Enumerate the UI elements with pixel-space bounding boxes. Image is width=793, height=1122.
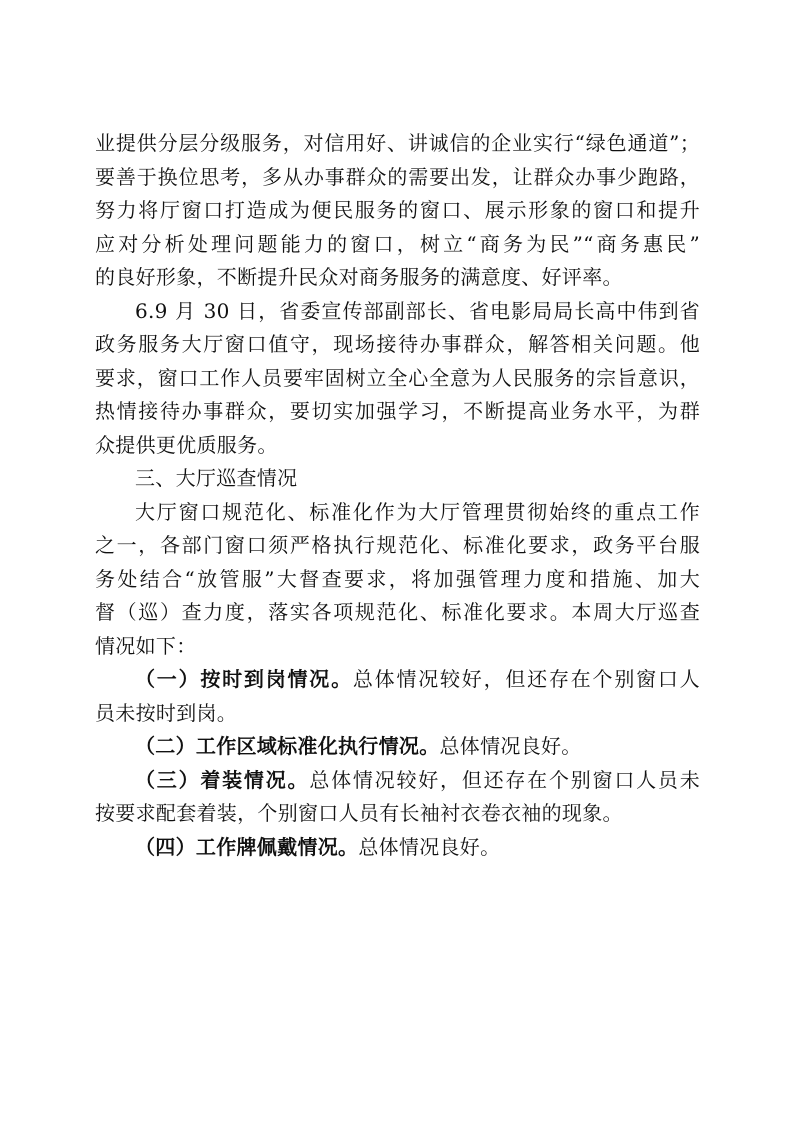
paragraph-item-6	[95, 295, 700, 463]
subitem-text: 总体情况较好，但还存在个别窗口人员未	[309, 767, 700, 792]
text-line: 政务服务大厅窗口值守，现场接待办事群众，解答相关问题。他	[95, 332, 700, 356]
subitem-title: （二）工作区域标准化执行情况。	[135, 734, 440, 758]
text-line	[95, 663, 700, 697]
subitem-title: （三）着装情况。	[135, 767, 310, 792]
subitem-text: 总体情况良好。	[358, 834, 501, 859]
text-line	[95, 730, 700, 764]
text-line: 要求，窗口工作人员要牢固树立全心全意为人民服务的宗旨意识，	[95, 365, 700, 390]
text-line: 要善于换位思考，多从办事群众的需要出发，让群众办事少跑路，	[95, 164, 700, 189]
text-line: 众提供更优质服务。	[95, 432, 278, 457]
text-line: 6.9 月 30 日，省委宣传部副部长、省电影局局长高中伟到省	[135, 298, 700, 323]
text-line: 业提供分层分级服务，对信用好、讲诚信的企业实行“绿色通道”；	[95, 131, 700, 155]
text-line: 热情接待办事群众，要切实加强学习，不断提高业务水平，为群	[95, 399, 700, 423]
text-line: 之一，各部门窗口须严格执行规范化、标准化要求，政务平台服	[95, 533, 700, 557]
text-line	[95, 764, 700, 798]
text-line: 员未按时到岗。	[95, 700, 238, 725]
subitem-text: 总体情况良好。	[439, 734, 582, 758]
text-line: 的良好形象，不断提升民众对商务服务的满意度、好评率。	[95, 265, 623, 289]
subitem-text: 总体情况较好，但还存在个别窗口人	[352, 667, 700, 691]
document-body	[95, 127, 700, 864]
subitem-1	[95, 663, 700, 730]
text-line: 应对分析处理问题能力的窗口，树立“商务为民”“商务惠民”	[95, 231, 700, 256]
paragraph-inspection	[95, 496, 700, 664]
subitem-title: （四）工作牌佩戴情况。	[135, 834, 359, 859]
text-line	[95, 831, 700, 865]
subitem-3	[95, 764, 700, 831]
text-line: 按要求配套着装，个别窗口人员有长袖衬衣卷衣袖的现象。	[95, 801, 623, 825]
text-line: 务处结合“放管服”大督查要求，将加强管理力度和措施、加大	[95, 566, 700, 591]
subitem-title: （一）按时到岗情况。	[135, 667, 353, 691]
subitem-2	[95, 730, 700, 764]
section-heading: 三、大厅巡查情况	[135, 466, 298, 490]
text-line: 大厅窗口规范化、标准化作为大厅管理贯彻始终的重点工作	[135, 499, 700, 524]
text-line: 努力将厅窗口打造成为便民服务的窗口、展示形象的窗口和提升	[95, 198, 700, 222]
text-line: 情况如下：	[95, 633, 197, 658]
paragraph-service	[95, 127, 700, 295]
subitem-4	[95, 831, 700, 865]
text-line: 督（巡）查力度，落实各项规范化、标准化要求。本周大厅巡查	[95, 600, 700, 624]
